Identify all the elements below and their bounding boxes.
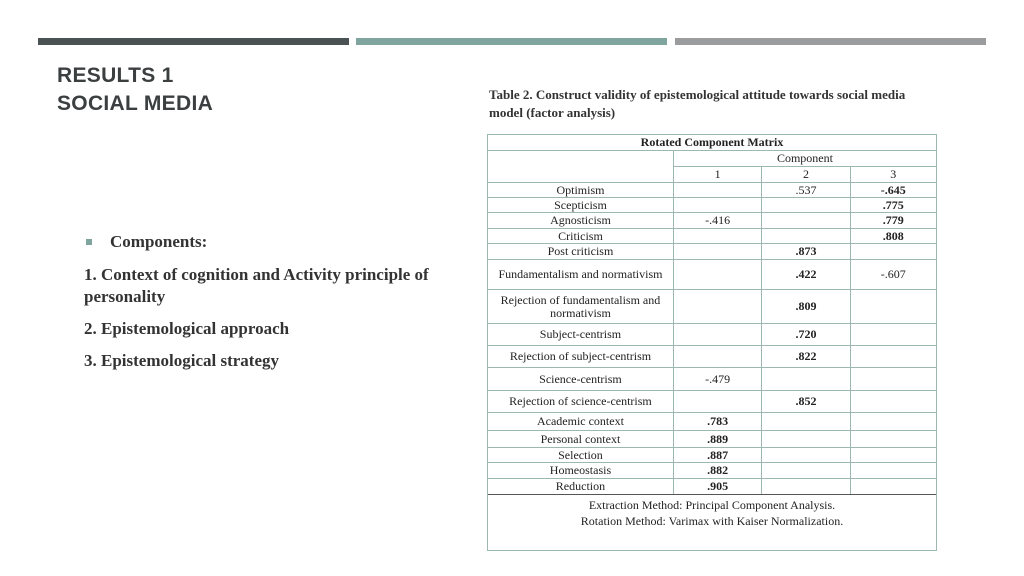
column-header-2: 2 bbox=[762, 167, 850, 183]
component-1-value: .889 bbox=[673, 431, 761, 448]
component-1-value: .882 bbox=[673, 463, 761, 479]
component-2-value: .873 bbox=[762, 244, 850, 260]
row-label: Criticism bbox=[488, 229, 673, 244]
component-point-1: 1. Context of cognition and Activity principle of personality bbox=[84, 265, 429, 306]
row-label: Agnosticism bbox=[488, 213, 673, 229]
component-1-value bbox=[673, 198, 761, 213]
component-point-3: 3. Epistemological strategy bbox=[84, 351, 279, 370]
component-3-value: -.607 bbox=[850, 260, 936, 290]
component-3-value bbox=[850, 368, 936, 391]
table-row bbox=[488, 324, 936, 346]
component-1-value: -.416 bbox=[673, 213, 761, 229]
row-label: Personal context bbox=[488, 431, 673, 448]
component-3-value bbox=[850, 244, 936, 260]
table-row bbox=[488, 431, 936, 448]
bullet-heading-row bbox=[84, 232, 474, 252]
accent-bar-dark bbox=[38, 38, 349, 45]
table-row bbox=[488, 346, 936, 368]
matrix-table bbox=[488, 135, 936, 494]
matrix-title-row bbox=[488, 135, 936, 151]
components-list bbox=[84, 232, 474, 382]
bullet-heading: Components: bbox=[110, 232, 208, 251]
table-row bbox=[488, 479, 936, 494]
row-label: Selection bbox=[488, 448, 673, 463]
component-1-value bbox=[673, 324, 761, 346]
component-3-value bbox=[850, 391, 936, 413]
row-label: Scepticism bbox=[488, 198, 673, 213]
component-3-value: .779 bbox=[850, 213, 936, 229]
table-row bbox=[488, 244, 936, 260]
component-3-value: -.645 bbox=[850, 183, 936, 198]
table-row bbox=[488, 463, 936, 479]
component-2-value bbox=[762, 463, 850, 479]
table-row bbox=[488, 229, 936, 244]
accent-bar-gray bbox=[675, 38, 986, 45]
table-row bbox=[488, 368, 936, 391]
component-3-value bbox=[850, 290, 936, 324]
row-label: Academic context bbox=[488, 413, 673, 431]
component-1-value bbox=[673, 183, 761, 198]
component-2-value: .809 bbox=[762, 290, 850, 324]
component-point-2: 2. Epistemological approach bbox=[84, 319, 290, 338]
row-label: Post criticism bbox=[488, 244, 673, 260]
component-1-value bbox=[673, 346, 761, 368]
component-2-value bbox=[762, 229, 850, 244]
component-3-value bbox=[850, 431, 936, 448]
component-3-value bbox=[850, 324, 936, 346]
component-2-value: .537 bbox=[762, 183, 850, 198]
component-header-row bbox=[488, 151, 936, 167]
table-row bbox=[488, 213, 936, 229]
table-row bbox=[488, 413, 936, 431]
component-1-value: -.479 bbox=[673, 368, 761, 391]
component-3-value bbox=[850, 346, 936, 368]
component-1-value bbox=[673, 229, 761, 244]
table-row bbox=[488, 198, 936, 213]
row-label: Homeostasis bbox=[488, 463, 673, 479]
component-1-value: .887 bbox=[673, 448, 761, 463]
component-2-value: .852 bbox=[762, 391, 850, 413]
footnote-rotation: Rotation Method: Varimax with Kaiser Normalization. bbox=[580, 513, 844, 528]
table-caption: Table 2. Construct validity of epistemological attitude towards social media model (factor analysis) bbox=[489, 87, 906, 120]
component-2-value bbox=[762, 479, 850, 494]
square-bullet-icon bbox=[86, 239, 92, 245]
matrix-title: Rotated Component Matrix bbox=[640, 135, 784, 149]
component-2-value bbox=[762, 448, 850, 463]
column-header-1: 1 bbox=[673, 167, 761, 183]
row-label: Science-centrism bbox=[488, 368, 673, 391]
component-3-value: .808 bbox=[850, 229, 936, 244]
row-label: Rejection of science-centrism bbox=[488, 391, 673, 413]
row-label: Optimism bbox=[488, 183, 673, 198]
slide-title-line1: RESULTS 1 bbox=[57, 64, 174, 87]
component-1-value bbox=[673, 290, 761, 324]
table-row bbox=[488, 448, 936, 463]
header-blank bbox=[488, 151, 673, 183]
matrix-footnote bbox=[488, 494, 936, 529]
slide-title bbox=[57, 62, 213, 118]
row-label: Rejection of subject-centrism bbox=[488, 346, 673, 368]
component-3-value bbox=[850, 448, 936, 463]
component-2-value: .720 bbox=[762, 324, 850, 346]
table-row bbox=[488, 260, 936, 290]
table-row bbox=[488, 391, 936, 413]
component-1-value bbox=[673, 391, 761, 413]
component-2-value: .822 bbox=[762, 346, 850, 368]
rotated-component-matrix bbox=[487, 134, 937, 551]
accent-bar-teal bbox=[356, 38, 667, 45]
component-3-value: .775 bbox=[850, 198, 936, 213]
footnote-extraction: Extraction Method: Principal Component Analysis. bbox=[588, 497, 836, 512]
row-label: Subject-centrism bbox=[488, 324, 673, 346]
component-2-value bbox=[762, 413, 850, 431]
column-header-3: 3 bbox=[850, 167, 936, 183]
row-label: Reduction bbox=[488, 479, 673, 494]
slide-title-line2: SOCIAL MEDIA bbox=[57, 92, 214, 115]
component-2-value: .422 bbox=[762, 260, 850, 290]
component-1-value bbox=[673, 260, 761, 290]
component-2-value bbox=[762, 213, 850, 229]
component-1-value bbox=[673, 244, 761, 260]
row-label: Fundamentalism and normativism bbox=[488, 260, 673, 290]
component-1-value: .783 bbox=[673, 413, 761, 431]
component-2-value bbox=[762, 198, 850, 213]
component-1-value: .905 bbox=[673, 479, 761, 494]
table-row bbox=[488, 183, 936, 198]
row-label: Rejection of fundamentalism and normativism bbox=[488, 290, 673, 324]
component-3-value bbox=[850, 479, 936, 494]
component-2-value bbox=[762, 368, 850, 391]
table-row bbox=[488, 290, 936, 324]
component-label: Component bbox=[673, 151, 936, 167]
component-3-value bbox=[850, 463, 936, 479]
component-3-value bbox=[850, 413, 936, 431]
component-2-value bbox=[762, 431, 850, 448]
